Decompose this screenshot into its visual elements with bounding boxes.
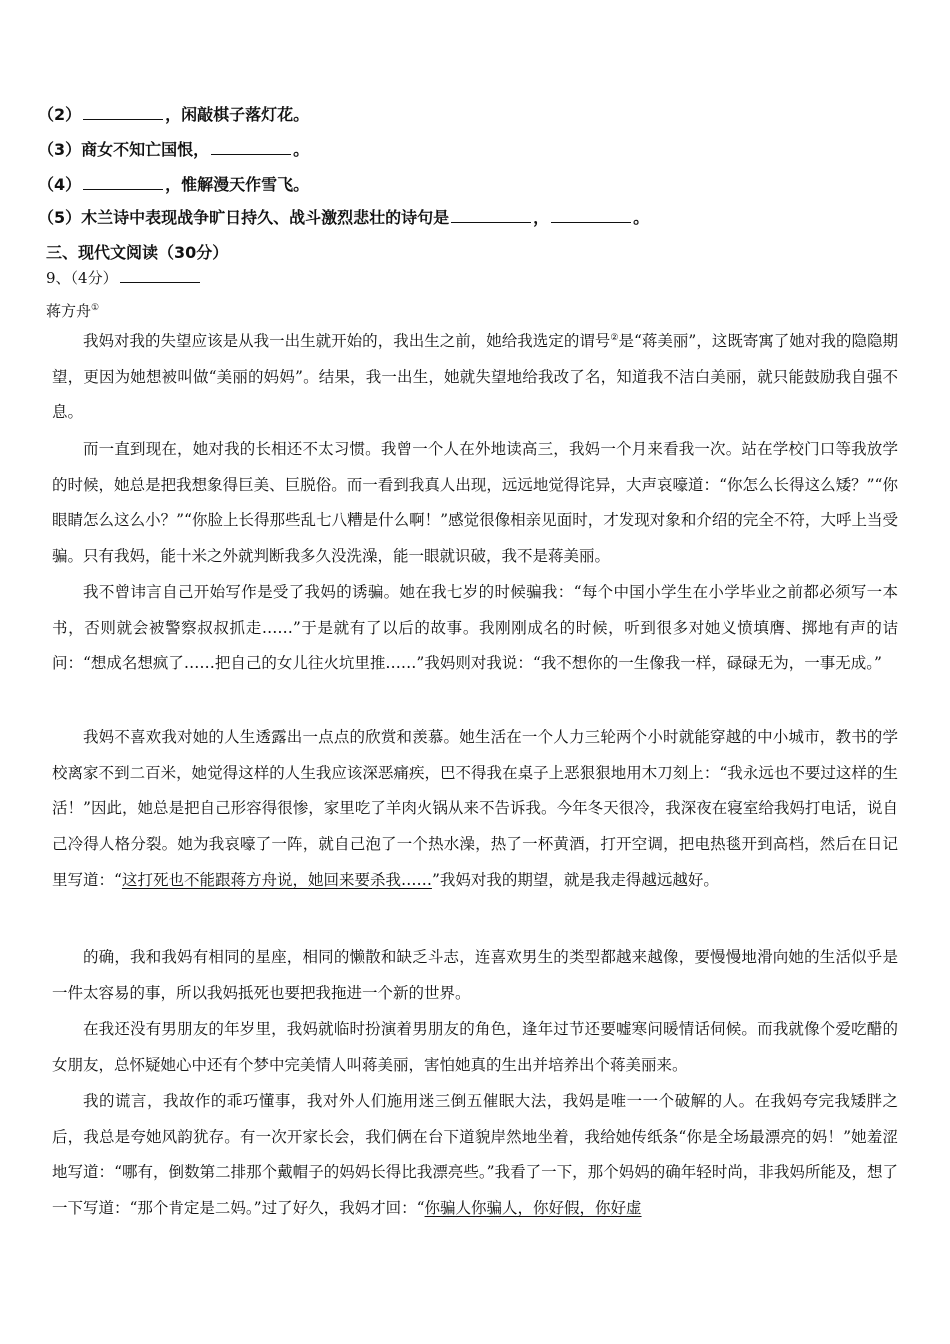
footnote-marker: ① [91, 303, 100, 313]
question-4 [38, 172, 309, 195]
question-end: 。 [293, 140, 310, 159]
question-5 [38, 205, 649, 228]
article-author [46, 300, 99, 321]
footnote-marker: ② [610, 332, 619, 343]
answer-blank[interactable] [211, 140, 291, 155]
question-text: 商女不知亡国恨， [81, 140, 210, 159]
answer-blank[interactable] [83, 105, 163, 120]
question-2 [38, 102, 309, 125]
article-paragraph-7 [52, 1084, 898, 1227]
paragraph-text: ”我妈对我的期望，就是我走得越远越好。 [431, 870, 719, 889]
question-text: 木兰诗中表现战争旷日持久、战斗激烈悲壮的诗句是 [81, 208, 450, 227]
question-sep: ， [533, 208, 550, 227]
article-paragraph-1 [52, 324, 898, 431]
article-paragraph-6: 在我还没有男朋友的年岁里，我妈就临时扮演着男朋友的角色，逢年过节还要嘘寒问暖情话伺候。而我就像个爱吃醋的女朋友，总怀疑她心中还有个梦中完美情人叫蒋美丽，害怕她真的生出并培养出个蒋美丽来。 [52, 1020, 898, 1074]
article-paragraph-4 [52, 720, 898, 899]
question-end: 。 [633, 208, 650, 227]
question-9 [46, 267, 202, 288]
question-number: （3） [38, 140, 82, 159]
paragraph-text: 是“蒋美丽”，这既寄寓了她对我的隐隐期望，更因为她想被叫做“美丽的妈妈”。结果，我一出生，她就失望地给我改了名，知道我不洁白美丽，就只能鼓励我自强不息。 [52, 332, 898, 422]
underlined-sentence: 这打死也不能跟蒋方舟说，她回来要杀我…… [121, 870, 432, 889]
paragraph-text: 我妈不喜欢我对她的人生透露出一点点的欣赏和羡慕。她生活在一个人力三轮两个小时就能穿越的中小城市，教书的学校离家不到二百米，她觉得这样的人生我应该深恶痛疾，巴不得我在桌子上恶狠狠地用木刀刻上：“我永远也不要过这样的生活！”因此，她总是把自己形容得很惨，家里吃了羊肉火锅从来不告诉我。今年冬天很冷，我深夜在寝室给我妈打电话，说自己冷得人格分裂。她为我哀嚎了一阵，就自己泡了一个热水澡，热了一杯黄酒，打开空调，把电热毯开到高档，然后在日记里写道：“ [52, 728, 898, 889]
question-number: （4） [38, 175, 82, 194]
answer-blank[interactable] [120, 268, 200, 283]
question-3 [38, 137, 309, 160]
underlined-sentence: 你骗人你骗人，你好假，你好虚 [424, 1199, 642, 1218]
question-text: ，闲敲棋子落灯花。 [165, 105, 310, 124]
paragraph-text: 我的谎言，我故作的乖巧懂事，我对外人们施用迷三倒五催眠大法，我妈是唯一一个破解的人。在我妈夸完我矮胖之后，我总是夸她风韵犹存。有一次开家长会，我们俩在台下道貌岸然地坐着，我给她传纸条“你是全场最漂亮的妈！”她羞涩地写道：“哪有，倒数第二排那个戴帽子的妈妈长得比我漂亮些。”我看了一下，那个妈妈的确年轻时尚，非我妈所能及，想了一下写道：“那个肯定是二妈。”过了好久，我妈才回：“ [52, 1092, 898, 1218]
section-title: 三、现代文阅读（30分） [46, 243, 229, 262]
paragraph-text: 我妈对我的失望应该是从我一出生就开始的，我出生之前，她给我选定的谓号 [83, 332, 611, 350]
question-number: （2） [38, 105, 82, 124]
answer-blank[interactable] [451, 208, 531, 223]
author-name: 蒋方舟 [46, 302, 92, 320]
article-paragraph-3: 我不曾讳言自己开始写作是受了我妈的诱骗。她在我七岁的时候骗我：“每个中国小学生在小学毕业之前都必须写一本书，否则就会被警察叔叔抓走……”于是就有了以后的故事。我刚刚成名的时候，听到很多对她义愤填膺、掷地有声的诘问：“想成名想疯了……把自己的女儿往火坑里推……”我妈则对我说：“我不想你的一生像我一样，碌碌无为，一事无成。” [52, 583, 898, 673]
question-text: ，惟解漫天作雪飞。 [165, 175, 310, 194]
question-number: （5） [38, 208, 82, 227]
article-paragraph-5: 的确，我和我妈有相同的星座，相同的懒散和缺乏斗志，连喜欢男生的类型都越来越像，要慢慢地滑向她的生活似乎是一件太容易的事，所以我妈抵死也要把我拖进一个新的世界。 [52, 948, 898, 1002]
answer-blank[interactable] [551, 208, 631, 223]
answer-blank[interactable] [83, 175, 163, 190]
article-paragraph-2: 而一直到现在，她对我的长相还不太习惯。我曾一个人在外地读高三，我妈一个月来看我一次。站在学校门口等我放学的时候，她总是把我想象得巨美、巨脱俗。而一看到我真人出现，远远地觉得诧异，大声哀嚎道：“你怎么长得这么矮？”“你眼睛怎么这么小？”“你脸上长得那些乱七八糟是什么啊！”感觉很像相亲见面时，才发现对象和介绍的完全不符，大呼上当受骗。只有我妈，能十米之外就判断我多久没洗澡，能一眼就识破，我不是蒋美丽。 [52, 440, 898, 566]
question-9-label: 9、（4分） [46, 269, 118, 287]
